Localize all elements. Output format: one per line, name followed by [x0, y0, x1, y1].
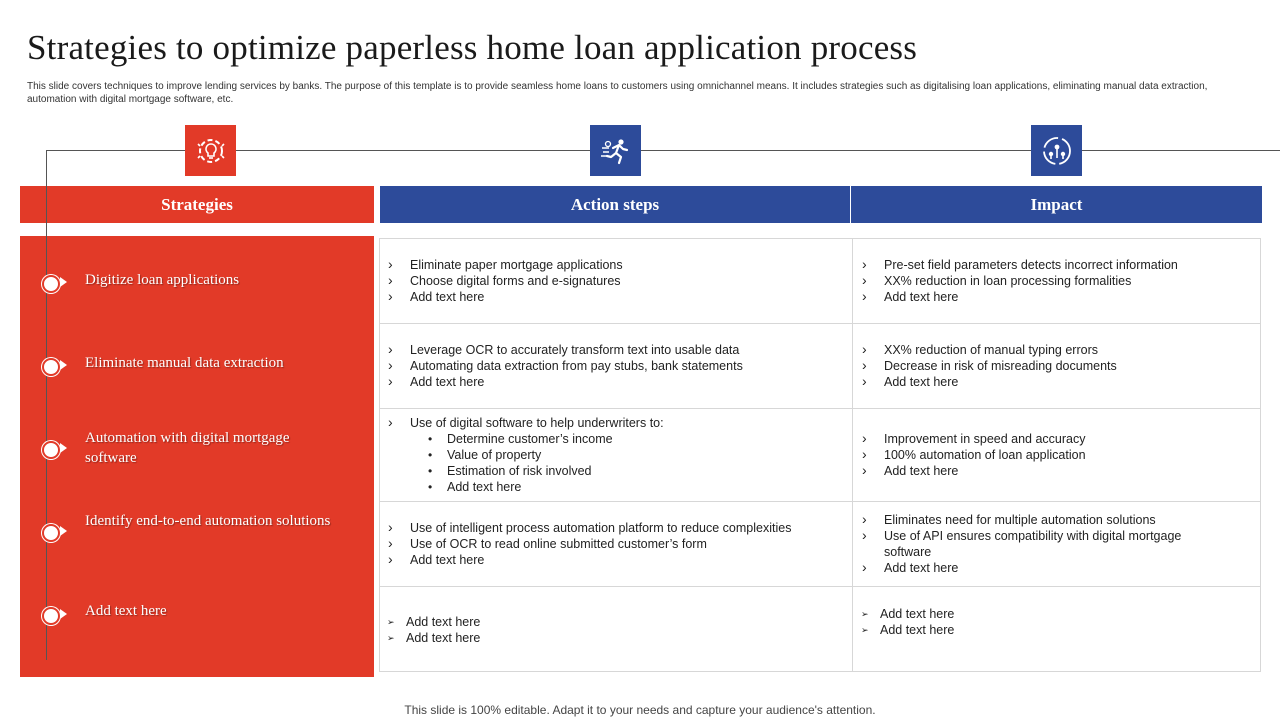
list-item: › Add text here: [380, 374, 850, 390]
running-person-icon: [590, 125, 641, 176]
list-subitem: • Determine customer’s income: [380, 431, 850, 447]
list-subitem: • Estimation of risk involved: [380, 463, 850, 479]
action-steps-cell: [380, 520, 850, 568]
list-item: › Add text here: [854, 560, 1224, 576]
impact-cell: [854, 606, 1254, 638]
list-item: › Automating data extraction from pay stubs, bank statements: [380, 358, 850, 374]
action-steps-cell: [380, 415, 850, 495]
strategy-item: [20, 594, 374, 634]
impact-cell: [854, 431, 1254, 479]
strategy-item: [20, 428, 374, 468]
row-divider: [379, 408, 1261, 409]
gear-bulb-icon: [185, 125, 236, 176]
action-steps-cell: [380, 342, 850, 390]
impact-cell: [854, 342, 1254, 390]
list-item: › Add text here: [854, 289, 1254, 305]
list-item: › Use of API ensures compatibility with digital mortgage software: [854, 528, 1224, 560]
list-item: ➢ Add text here: [380, 630, 850, 646]
action-steps-cell: [380, 257, 850, 305]
arrow-right-icon: [60, 277, 67, 287]
list-item: ➢ Add text here: [380, 614, 850, 630]
list-item: ➢ Add text here: [854, 606, 1254, 622]
impact-cell: [854, 512, 1224, 576]
list-subitem: • Value of property: [380, 447, 850, 463]
header-action-steps: Action steps: [380, 186, 850, 223]
footer-note: This slide is 100% editable. Adapt it to your needs and capture your audience's attention.: [404, 703, 876, 717]
list-item: › Add text here: [854, 463, 1254, 479]
list-item: › Add text here: [854, 374, 1254, 390]
action-steps-cell: [380, 614, 850, 646]
page-subtitle: This slide covers techniques to improve lending services by banks. The purpose of this template is to provide seamless home loans to customers using omnichannel means. It includes strategies such as digitalising loan applications, eliminating manual data extraction, automation with digital mortgage software, etc.: [27, 81, 1208, 105]
strategy-item: [20, 262, 374, 302]
list-item: › 100% automation of loan application: [854, 447, 1254, 463]
strategy-label: Add text here: [85, 603, 167, 619]
list-item: › Use of digital software to help underwriters to:: [380, 415, 850, 431]
strategy-label: Digitize loan applications: [85, 272, 240, 288]
timeline-dot: [42, 441, 60, 459]
arrow-right-icon: [60, 526, 67, 536]
strategy-label: Identify end-to-end automation solutions: [85, 513, 331, 529]
strategy-label: Automation with digital mortgage software: [85, 430, 290, 466]
list-item: › Eliminates need for multiple automation solutions: [854, 512, 1224, 528]
strategy-item: [20, 345, 374, 385]
list-subitem: • Add text here: [380, 479, 850, 495]
timeline-dot: [42, 275, 60, 293]
list-item: › Leverage OCR to accurately transform text into usable data: [380, 342, 850, 358]
header-impact: Impact: [851, 186, 1262, 223]
connector-line-vertical: [46, 150, 47, 660]
strategy-item: [20, 511, 374, 551]
arrow-right-icon: [60, 609, 67, 619]
list-item: › Add text here: [380, 289, 850, 305]
list-item: › Improvement in speed and accuracy: [854, 431, 1254, 447]
list-item: ➢ Add text here: [854, 622, 1254, 638]
arrow-right-icon: [60, 443, 67, 453]
list-item: › Pre-set field parameters detects incorrect information: [854, 257, 1254, 273]
process-network-icon: [1031, 125, 1082, 176]
list-item: › Choose digital forms and e-signatures: [380, 273, 850, 289]
strategies-panel: [20, 236, 374, 677]
row-divider: [379, 323, 1261, 324]
timeline-dot: [42, 607, 60, 625]
row-divider: [379, 586, 1261, 587]
column-divider: [852, 238, 853, 672]
strategy-label: Eliminate manual data extraction: [85, 355, 284, 371]
timeline-dot: [42, 358, 60, 376]
list-item: › XX% reduction of manual typing errors: [854, 342, 1254, 358]
list-item: › Use of intelligent process automation platform to reduce complexities: [380, 520, 850, 536]
impact-cell: [854, 257, 1254, 305]
list-item: › XX% reduction in loan processing formalities: [854, 273, 1254, 289]
list-item: › Use of OCR to read online submitted customer’s form: [380, 536, 850, 552]
row-divider: [379, 501, 1261, 502]
list-item: › Add text here: [380, 552, 850, 568]
page-title: Strategies to optimize paperless home loan application process: [27, 28, 918, 67]
list-item: › Eliminate paper mortgage applications: [380, 257, 850, 273]
header-strategies: Strategies: [20, 186, 374, 223]
list-item: › Decrease in risk of misreading documents: [854, 358, 1254, 374]
arrow-right-icon: [60, 360, 67, 370]
timeline-dot: [42, 524, 60, 542]
